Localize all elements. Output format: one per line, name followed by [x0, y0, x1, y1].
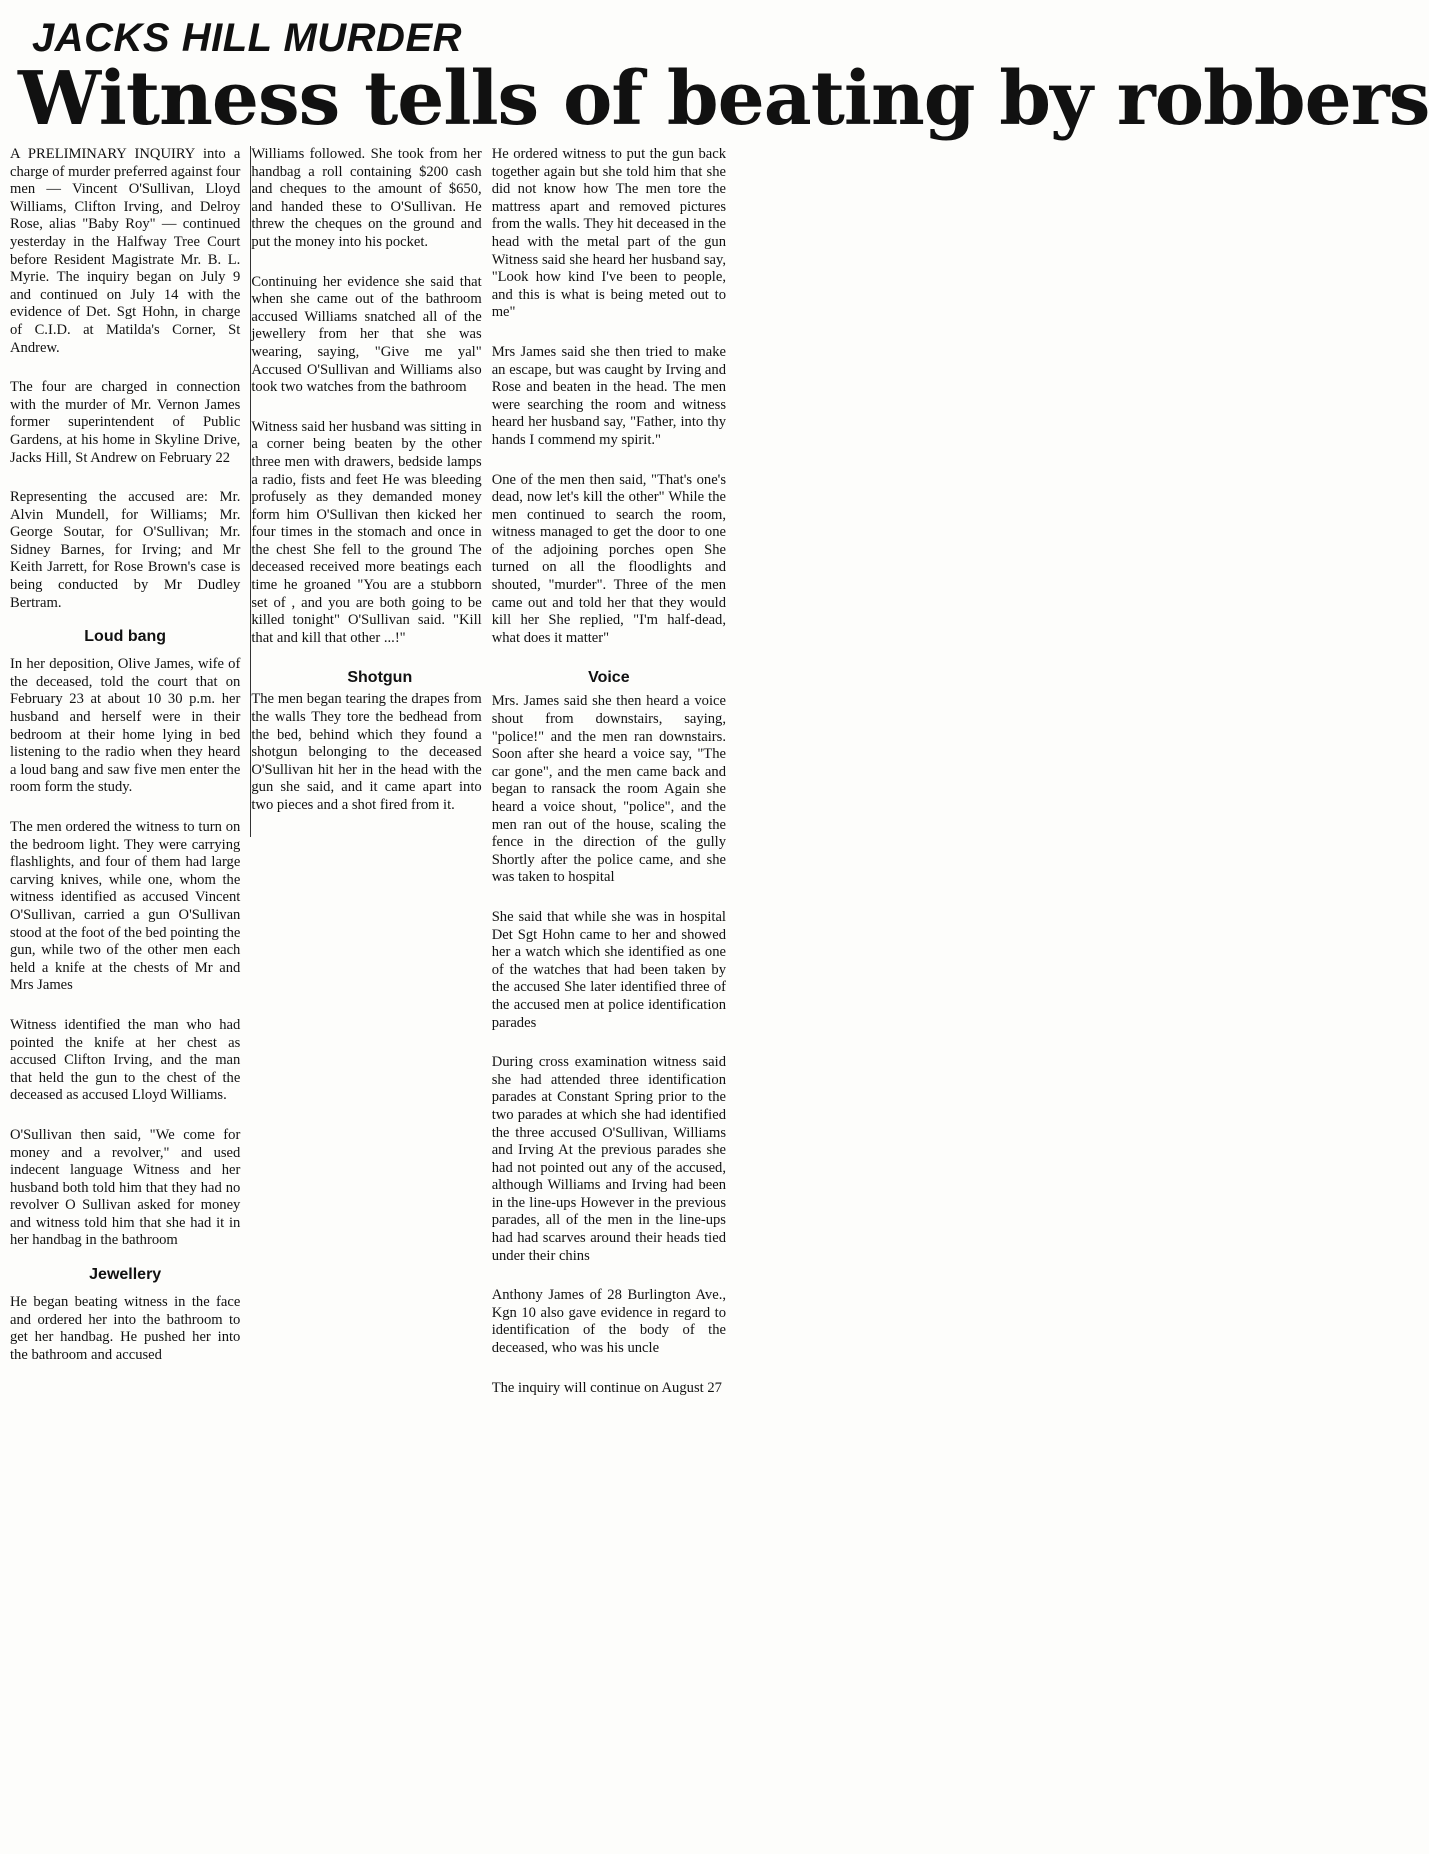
paragraph: Witness said her husband was sitting in a corner being beaten by the other three men with drawers, bedside lamps a radio, fists and feet He was bleeding profusely as they demanded money form him O'Sullivan then kicked her four times in the stomach and once in the chest She fell to the ground The deceased received more beatings each time he groaned "You are a stubborn set of , and you are both going to be killed tonight" O'Sullivan said. "Kill that and kill that other ...!" [251, 418, 482, 646]
paragraph: Representing the accused are: Mr. Alvin Mundell, for Williams; Mr. George Soutar, for O'Sullivan; Mr. Sidney Barnes, for Irving; and Mr Keith Jarrett, for Rose Brown's case is being conducted by Mr Dudley Bertram. [10, 489, 241, 611]
column-2 [250, 146, 481, 837]
paragraph: During cross examination witness said she had attended three identification parades at Constant Spring prior to the two parades at which she had identified the three accused O'Sullivan, Williams and Irving At the previous parades she had not pointed out any of the accused, although Williams and Irving had been in the line-ups However in the previous parades, all of the men in the line-ups had had scarves around their heads tied under their chins [491, 1054, 726, 1264]
paragraph: Continuing her evidence she said that when she came out of the bathroom accused Williams snatched all of the jewellery from her that she was wearing, saying, "Give me yal" Accused O'Sullivan and Williams also took two watches from the bathroom [251, 273, 482, 396]
paragraph: Anthony James of 28 Burlington Ave., Kgn 10 also gave evidence in regard to identification of the body of the deceased, who was his uncle [491, 1287, 726, 1357]
paragraph: A PRELIMINARY INQUIRY into a charge of murder preferred against four men — Vincent O'Sullivan, Lloyd Williams, Clifton Irving, and Delroy Rose, alias "Baby Roy" — continued yesterday in the Halfway Tree Court before Resident Magistrate Mr. B. L. Myrie. The inquiry began on July 9 and continued on July 14 with the evidence of Det. Sgt Hohn, in charge of C.I.D. at Matilda's Corner, St Andrew. [10, 146, 241, 356]
kicker: JACKS HILL MURDER [32, 16, 463, 60]
subheading: Loud bang [84, 628, 167, 646]
headline: Witness tells of beating by robbers [18, 56, 1429, 142]
paragraph: In her deposition, Olive James, wife of the deceased, told the court that on February 23 at about 10 30 p.m. her husband and herself were in their bedroom at their home lying in bed listening to the radio when they heard a loud bang and saw five men enter the room form the study. [10, 656, 241, 796]
paragraph: One of the men then said, "That's one's dead, now let's kill the other" While the men continued to search the room, witness managed to get the door to one of the adjoining porches open She turned on all the floodlights and shouted, "murder". Three of the men came out and told her that they would kill her She replied, "I'm half-dead, what does it matter" [491, 471, 726, 646]
column-3 [492, 146, 726, 1419]
paragraph: The men began tearing the drapes from the walls They tore the bedhead from the bed, behind which they found a shotgun belonging to the deceased O'Sullivan hit her in the head with the gun she said, and it came apart into two pieces and a shot fired from it. [251, 691, 482, 813]
paragraph: The four are charged in connection with the murder of Mr. Vernon James former superintendent of Public Gardens, at his home in Skyline Drive, Jacks Hill, St Andrew on February 22 [10, 379, 241, 466]
paragraph: The men ordered the witness to turn on the bedroom light. They were carrying flashlights, and four of them had large carving knives, while one, whom the witness identified as accused Vincent O'Sullivan, carried a gun O'Sullivan stood at the foot of the bed pointing the gun, while two of the other men each held a knife at the chests of Mr and Mrs James [10, 819, 241, 994]
paragraph: Williams followed. She took from her handbag a roll containing $200 cash and cheques to the amount of $650, and handed these to O'Sullivan. He threw the cheques on the ground and put the money into his pocket. [251, 146, 482, 250]
subheading: Voice [588, 669, 630, 687]
paragraph: Mrs James said she then tried to make an escape, but was caught by Irving and Rose and beaten in the head. The men were searching the room and witness heard her husband say, "Father, into thy hands I commend my spirit." [491, 343, 726, 448]
paragraph: O'Sullivan then said, "We come for money and a revolver," and used indecent language Witness and her husband both told him that they had no revolver O Sullivan asked for money and witness told him that she had it in her handbag in the bathroom [10, 1126, 241, 1249]
column-1 [10, 146, 240, 1386]
subheading: Jewellery [89, 1266, 162, 1284]
paragraph: Witness identified the man who had pointed the knife at her chest as accused Clifton Irving, and the man that held the gun to the chest of the deceased as accused Lloyd Williams. [10, 1016, 241, 1104]
paragraph: He ordered witness to put the gun back together again but she told him that she did not know how The men tore the mattress apart and removed pictures from the walls. They hit deceased in the head with the metal part of the gun Witness said she heard her husband say, "Look how kind I've been to people, and this is what is being meted out to me" [491, 146, 726, 321]
paragraph: She said that while she was in hospital Det Sgt Hohn came to her and showed her a watch which she identified as one of the watches that had been taken by the accused She later identified three of the accused men at police identification parades [491, 908, 726, 1031]
paragraph: The inquiry will continue on August 27 [491, 1379, 722, 1396]
paragraph: He began beating witness in the face and ordered her into the bathroom to get her handbag. He pushed her into the bathroom and accused [10, 1294, 241, 1363]
article-columns [10, 146, 726, 1419]
paragraph: Mrs. James said she then heard a voice shout from downstairs, saying, "police!" and the men ran downstairs. Soon after she heard a voice say, "The car gone", and the men came back and began to ransack the room Again she heard a voice shout, "police", and the men ran out of the house, scaling the fence in the direction of the gully Shortly after the police came, and she was taken to hospital [491, 693, 726, 886]
subheading: Shotgun [347, 669, 413, 687]
